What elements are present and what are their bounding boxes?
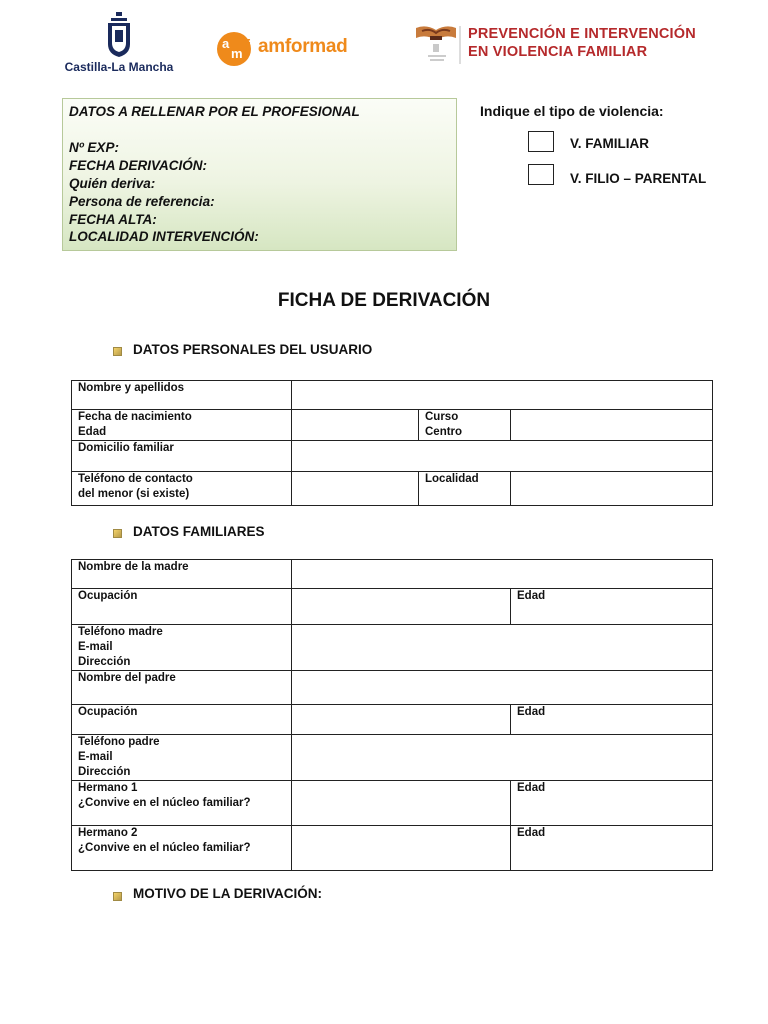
castilla-la-mancha-logo: [64, 10, 174, 80]
sibling1-lives-with-label: ¿Convive en el núcleo familiar?: [78, 797, 251, 809]
violence-type-title: Indique el tipo de violencia:: [480, 103, 664, 119]
prevencion-logo: [412, 22, 696, 72]
mother-occupation-label-cell: [72, 589, 292, 625]
table-row: [72, 410, 713, 441]
father-occupation-input-cell[interactable]: [292, 705, 511, 735]
bullet-icon: [113, 529, 122, 538]
name-label: Nombre y apellidos: [78, 382, 185, 394]
svg-text:f: f: [245, 37, 250, 54]
amformad-text: amformad: [258, 36, 348, 57]
locality-label-cell: [419, 472, 511, 506]
sibling2-age-label: Edad: [517, 827, 546, 839]
locality-label: Localidad: [425, 473, 479, 485]
amformad-logo: [214, 28, 348, 70]
clm-logo-text: Castilla-La Mancha: [64, 60, 174, 74]
father-occupation-label-cell: [72, 705, 292, 735]
father-name-input-cell[interactable]: [292, 671, 713, 705]
birth-date-label: Fecha de nacimiento: [78, 411, 192, 423]
table-row: [72, 441, 713, 472]
mother-age-cell[interactable]: [511, 589, 713, 625]
sibling2-age-cell[interactable]: [511, 826, 713, 871]
amf-mark-icon: [214, 28, 260, 70]
field-fecha-alta: FECHA ALTA:: [69, 212, 157, 227]
coat-of-arms-icon: [104, 10, 134, 58]
field-localidad-intervencion: LOCALIDAD INTERVENCIÓN:: [69, 229, 259, 244]
program-title-line1: PREVENCIÓN E INTERVENCIÓN: [468, 26, 696, 42]
table-row: [72, 560, 713, 589]
bullet-icon: [113, 347, 122, 356]
field-persona-referencia: Persona de referencia:: [69, 194, 215, 209]
school-label: Centro: [425, 426, 463, 438]
mother-occupation-label: Ocupación: [78, 590, 138, 602]
checkbox-v-familiar[interactable]: [528, 131, 554, 152]
phone-label: Teléfono de contacto: [78, 473, 193, 485]
phone-label-cell: [72, 472, 292, 506]
label-v-filio-parental: V. FILIO – PARENTAL: [570, 171, 707, 186]
birth-label-cell: [72, 410, 292, 441]
father-contact-label-cell: [72, 735, 292, 781]
sibling1-age-label: Edad: [517, 782, 546, 794]
table-row: [72, 826, 713, 871]
phone-input-cell[interactable]: [292, 472, 419, 506]
table-row: [72, 781, 713, 826]
checkbox-v-filio-parental[interactable]: [528, 164, 554, 185]
table-row: [72, 381, 713, 410]
page-title: FICHA DE DERIVACIÓN: [277, 290, 491, 311]
field-exp: Nº EXP:: [69, 140, 119, 155]
personal-data-table: [71, 380, 713, 506]
father-occupation-label: Ocupación: [78, 706, 138, 718]
mother-phone-label: Teléfono madre: [78, 626, 163, 638]
mother-occupation-input-cell[interactable]: [292, 589, 511, 625]
sibling1-label: Hermano 1: [78, 782, 138, 794]
father-age-label: Edad: [517, 706, 546, 718]
program-title-line2: EN VIOLENCIA FAMILIAR: [468, 44, 648, 60]
section-personal-title: DATOS PERSONALES DEL USUARIO: [133, 342, 373, 357]
mother-age-label: Edad: [517, 590, 546, 602]
table-row: [72, 671, 713, 705]
sibling1-age-cell[interactable]: [511, 781, 713, 826]
father-age-cell[interactable]: [511, 705, 713, 735]
course-label: Curso: [425, 411, 459, 423]
mother-name-input-cell[interactable]: [292, 560, 713, 589]
professional-box-heading: DATOS A RELLENAR POR EL PROFESIONAL: [69, 104, 360, 119]
sibling1-label-cell: [72, 781, 292, 826]
bullet-icon: [113, 892, 122, 901]
label-v-familiar: V. FAMILIAR: [570, 136, 650, 151]
section-reason-title: MOTIVO DE LA DERIVACIÓN:: [133, 886, 322, 901]
family-data-table: [71, 559, 713, 871]
field-fecha-derivacion: FECHA DERIVACIÓN:: [69, 158, 207, 173]
professional-data-box: [62, 98, 457, 251]
father-contact-input-cell[interactable]: [292, 735, 713, 781]
name-label-cell: [72, 381, 292, 410]
table-row: [72, 589, 713, 625]
mother-email-label: E-mail: [78, 641, 113, 653]
mother-contact-input-cell[interactable]: [292, 625, 713, 671]
table-row: [72, 625, 713, 671]
sibling2-label: Hermano 2: [78, 827, 138, 839]
address-input-cell[interactable]: [292, 441, 713, 472]
mother-contact-label-cell: [72, 625, 292, 671]
course-label-cell: [419, 410, 511, 441]
father-name-label-cell: [72, 671, 292, 705]
birth-input-cell[interactable]: [292, 410, 419, 441]
mother-name-label: Nombre de la madre: [78, 561, 189, 573]
course-input-cell[interactable]: [511, 410, 713, 441]
sibling2-label-cell: [72, 826, 292, 871]
field-quien-deriva: Quién deriva:: [69, 176, 156, 191]
program-emblem-icon: [412, 22, 462, 68]
name-input-cell[interactable]: [292, 381, 713, 410]
svg-text:a: a: [222, 36, 230, 51]
sibling2-lives-with-label: ¿Convive en el núcleo familiar?: [78, 842, 251, 854]
age-label: Edad: [78, 426, 107, 438]
mother-name-label-cell: [72, 560, 292, 589]
svg-text:m: m: [231, 46, 243, 61]
phone-label-sub: del menor (si existe): [78, 488, 190, 500]
locality-input-cell[interactable]: [511, 472, 713, 506]
father-email-label: E-mail: [78, 751, 113, 763]
address-label-cell: [72, 441, 292, 472]
table-row: [72, 735, 713, 781]
table-row: [72, 705, 713, 735]
section-family-title: DATOS FAMILIARES: [133, 524, 265, 539]
address-label: Domicilio familiar: [78, 442, 174, 454]
father-phone-label: Teléfono padre: [78, 736, 160, 748]
father-name-label: Nombre del padre: [78, 672, 176, 684]
father-address-label: Dirección: [78, 766, 131, 778]
table-row: [72, 472, 713, 506]
sibling1-input-cell[interactable]: [292, 781, 511, 826]
mother-address-label: Dirección: [78, 656, 131, 668]
sibling2-input-cell[interactable]: [292, 826, 511, 871]
